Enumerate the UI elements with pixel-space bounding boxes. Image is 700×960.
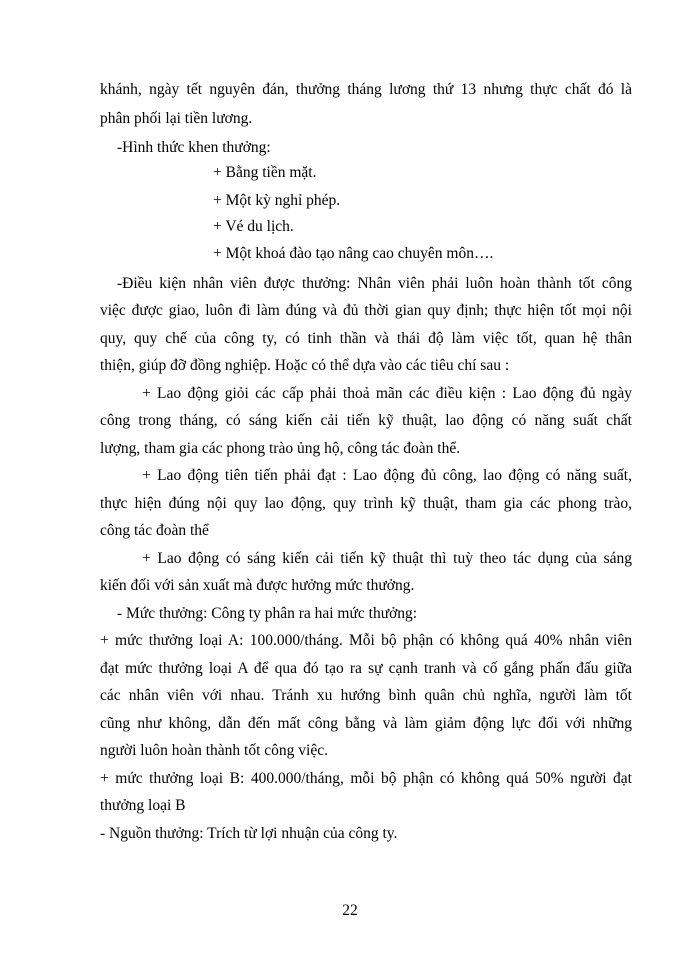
text-line: thực hiện đúng nội quy lao động, quy trình kỹ thuật, tham gia các phong trào, [100, 495, 632, 512]
text-line: đạt mức thưởng loại A để qua đó tạo ra sự cạnh tranh và cố gắng phấn đấu giữa [100, 660, 632, 677]
text-line: khánh, ngày tết nguyên đán, thưởng tháng lương thứ 13 nhưng thực chất đó là [100, 81, 632, 98]
list-item: + Vé du lịch. [213, 218, 294, 235]
text-line: lượng, tham gia các phong trào ủng hộ, công tác đoàn thể. [100, 440, 461, 457]
list-item: + Bằng tiền mặt. [213, 164, 317, 181]
text-line: - Mức thưởng: Công ty phân ra hai mức thưởng: [117, 605, 418, 622]
text-line: -Điều kiện nhân viên được thưởng: Nhân viên phải luôn hoàn thành tốt công [117, 275, 632, 292]
text-line: - Nguồn thưởng: Trích từ lợi nhuận của công ty. [100, 825, 398, 842]
text-line: -Hình thức khen thưởng: [117, 139, 271, 156]
text-line: các nhân viên với nhau. Tránh xu hướng bình quân chủ nghĩa, người làm tốt [100, 687, 632, 704]
text-line: + mức thưởng loại B: 400.000/tháng, mỗi bộ phận có không quá 50% người đạt [100, 770, 632, 787]
list-item: + Một khoá đào tạo nâng cao chuyên môn…. [213, 245, 494, 262]
text-line: quy, quy chế của công ty, có tinh thần và thái độ làm việc tốt, quan hệ thân [100, 330, 632, 347]
text-line: cũng như không, dẫn đến mất công bằng và làm giảm động lực đối với những [100, 715, 632, 732]
text-line: kiến đối với sản xuất mà được hưởng mức thưởng. [100, 577, 415, 594]
text-line: thưởng loại B [100, 797, 186, 814]
list-item: + Lao động có sáng kiến cải tiến kỹ thuật thì tuỳ theo tác dụng của sáng [142, 550, 632, 567]
list-item: + Lao động giỏi các cấp phải thoả mãn các điều kiện : Lao động đủ ngày [142, 385, 632, 402]
text-line: phân phối lại tiền lương. [100, 110, 253, 127]
text-line: công tác đoàn thể [100, 522, 209, 539]
page-number: 22 [342, 902, 358, 919]
text-line: việc được giao, luôn đi làm đúng và đủ thời gian quy định; thực hiện tốt mọi nội [100, 302, 632, 319]
text-line: thiện, giúp đỡ đồng nghiệp. Hoặc có thể dựa vào các tiêu chí sau : [100, 357, 510, 374]
text-line: + mức thưởng loại A: 100.000/tháng. Mỗi bộ phận có không quá 40% nhân viên [100, 632, 632, 649]
text-line: người luôn hoàn thành tốt công việc. [100, 742, 328, 759]
list-item: + Một kỳ nghỉ phép. [213, 192, 341, 209]
text-line: công trong tháng, có sáng kiến cải tiến kỹ thuật, lao động có năng suất chất [100, 412, 632, 429]
list-item: + Lao động tiên tiến phải đạt : Lao động đủ công, lao động có năng suất, [142, 467, 632, 484]
